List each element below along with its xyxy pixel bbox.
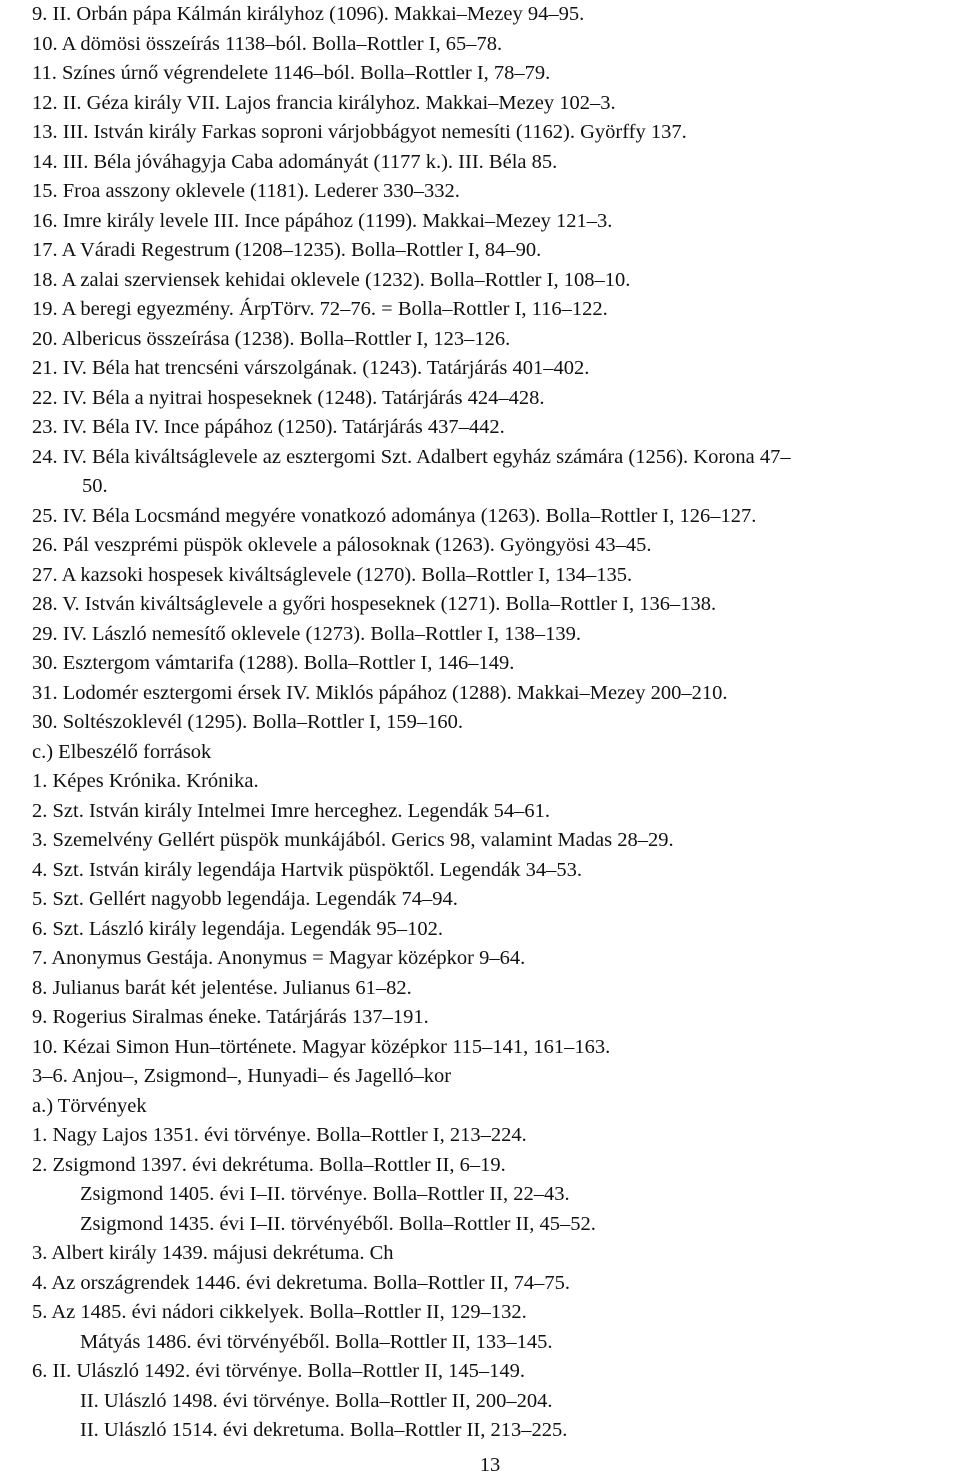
text-line: 23. IV. Béla IV. Ince pápához (1250). Tatárjárás 437–442. <box>32 416 505 438</box>
text-line: 15. Froa asszony oklevele (1181). Lederer 330–332. <box>32 180 460 202</box>
text-line: 11. Színes úrnő végrendelete 1146–ból. Bolla–Rottler I, 78–79. <box>32 62 551 84</box>
text-line: Zsigmond 1435. évi I–II. törvényéből. Bolla–Rottler II, 45–52. <box>80 1212 596 1235</box>
text-line: 8. Julianus barát két jelentése. Julianus 61–82. <box>32 976 412 999</box>
text-line: 31. Lodomér esztergomi érsek IV. Miklós pápához (1288). Makkai–Mezey 200–210. <box>32 681 728 704</box>
text-line: Mátyás 1486. évi törvényéből. Bolla–Rottler II, 133–145. <box>80 1330 553 1353</box>
text-line: 2. Szt. István király Intelmei Imre herceghez. Legendák 54–61. <box>32 799 551 822</box>
text-line: 3. Szemelvény Gellért püspök munkájából. Gerics 98, valamint Madas 28–29. <box>32 829 674 851</box>
text-line: 1. Képes Krónika. Krónika. <box>32 770 259 792</box>
text-line: 2. Zsigmond 1397. évi dekrétuma. Bolla–Rottler II, 6–19. <box>32 1153 506 1176</box>
text-line: 3. Albert király 1439. májusi dekrétuma. Ch <box>32 1242 394 1264</box>
text-line: 10. Kézai Simon Hun–története. Magyar középkor 115–141, 161–163. <box>32 1035 611 1058</box>
text-line: 24. IV. Béla kiváltságlevele az esztergomi Szt. Adalbert egyház számára (1256). Korona 47– <box>32 445 791 468</box>
text-line: 13. III. István király Farkas soproni várjobbágyot nemesíti (1162). Györffy 137. <box>32 121 687 143</box>
text-line: 22. IV. Béla a nyitrai hospeseknek (1248). Tatárjárás 424–428. <box>32 386 545 409</box>
text-line: 27. A kazsoki hospesek kiváltságlevele (1270). Bolla–Rottler I, 134–135. <box>32 563 633 586</box>
text-line: 5. Az 1485. évi nádori cikkelyek. Bolla–Rottler II, 129–132. <box>32 1301 527 1323</box>
text-line: 50. <box>82 475 108 497</box>
text-line: 12. II. Géza király VII. Lajos francia királyhoz. Makkai–Mezey 102–3. <box>32 91 616 114</box>
text-line: Zsigmond 1405. évi I–II. törvénye. Bolla–Rottler II, 22–43. <box>80 1183 570 1205</box>
text-line: 20. Albericus összeírása (1238). Bolla–Rottler I, 123–126. <box>32 327 511 350</box>
text-line: 25. IV. Béla Locsmánd megyére vonatkozó adománya (1263). Bolla–Rottler I, 126–127. <box>32 504 757 527</box>
text-line: 6. Szt. László király legendája. Legendák 95–102. <box>32 917 444 940</box>
text-line: 9. II. Orbán pápa Kálmán királyhoz (1096). Makkai–Mezey 94–95. <box>32 3 585 25</box>
text-line: 30. Esztergom vámtarifa (1288). Bolla–Rottler I, 146–149. <box>32 652 515 674</box>
text-line: 26. Pál veszprémi püspök oklevele a pálosoknak (1263). Gyöngyösi 43–45. <box>32 534 652 556</box>
text-line: 5. Szt. Gellért nagyobb legendája. Legendák 74–94. <box>32 888 458 910</box>
text-line: 7. Anonymus Gestája. Anonymus = Magyar középkor 9–64. <box>32 947 526 969</box>
text-line: 4. Az országrendek 1446. évi dekretuma. Bolla–Rottler II, 74–75. <box>32 1271 570 1294</box>
page-number: 13 <box>479 1454 501 1476</box>
text-body <box>32 0 947 1446</box>
text-line: 21. IV. Béla hat trencséni várszolgának. (1243). Tatárjárás 401–402. <box>32 357 590 379</box>
text-line: II. Ulászló 1498. évi törvénye. Bolla–Rottler II, 200–204. <box>80 1389 553 1412</box>
text-line: 19. A beregi egyezmény. ÁrpTörv. 72–76. = Bolla–Rottler I, 116–122. <box>32 298 608 320</box>
text-line: 18. A zalai szerviensek kehidai oklevele (1232). Bolla–Rottler I, 108–10. <box>32 268 631 291</box>
text-line: 6. II. Ulászló 1492. évi törvénye. Bolla–Rottler II, 145–149. <box>32 1360 526 1382</box>
text-line: 10. A dömösi összeírás 1138–ból. Bolla–Rottler I, 65–78. <box>32 32 503 55</box>
text-line: c.) Elbeszélő források <box>32 740 212 763</box>
text-line: 14. III. Béla jóváhagyja Caba adományát (1177 k.). III. Béla 85. <box>32 150 558 173</box>
text-line: 29. IV. László nemesítő oklevele (1273). Bolla–Rottler I, 138–139. <box>32 622 582 645</box>
text-line: 9. Rogerius Siralmas éneke. Tatárjárás 137–191. <box>32 1006 429 1028</box>
text-line: 17. A Váradi Regestrum (1208–1235). Bolla–Rottler I, 84–90. <box>32 239 542 261</box>
text-line: II. Ulászló 1514. évi dekretuma. Bolla–Rottler II, 213–225. <box>80 1419 568 1441</box>
text-line: 4. Szt. István király legendája Hartvik püspöktől. Legendák 34–53. <box>32 858 582 881</box>
text-line: a.) Törvények <box>32 1094 147 1117</box>
text-line: 1. Nagy Lajos 1351. évi törvénye. Bolla–Rottler I, 213–224. <box>32 1124 527 1146</box>
text-line: 30. Soltészoklevél (1295). Bolla–Rottler I, 159–160. <box>32 711 464 733</box>
text-line: 3–6. Anjou–, Zsigmond–, Hunyadi– és Jagelló–kor <box>32 1065 452 1087</box>
text-line: 28. V. István kiváltságlevele a győri hospeseknek (1271). Bolla–Rottler I, 136–138. <box>32 593 717 615</box>
text-line: 16. Imre király levele III. Ince pápához (1199). Makkai–Mezey 121–3. <box>32 209 613 232</box>
